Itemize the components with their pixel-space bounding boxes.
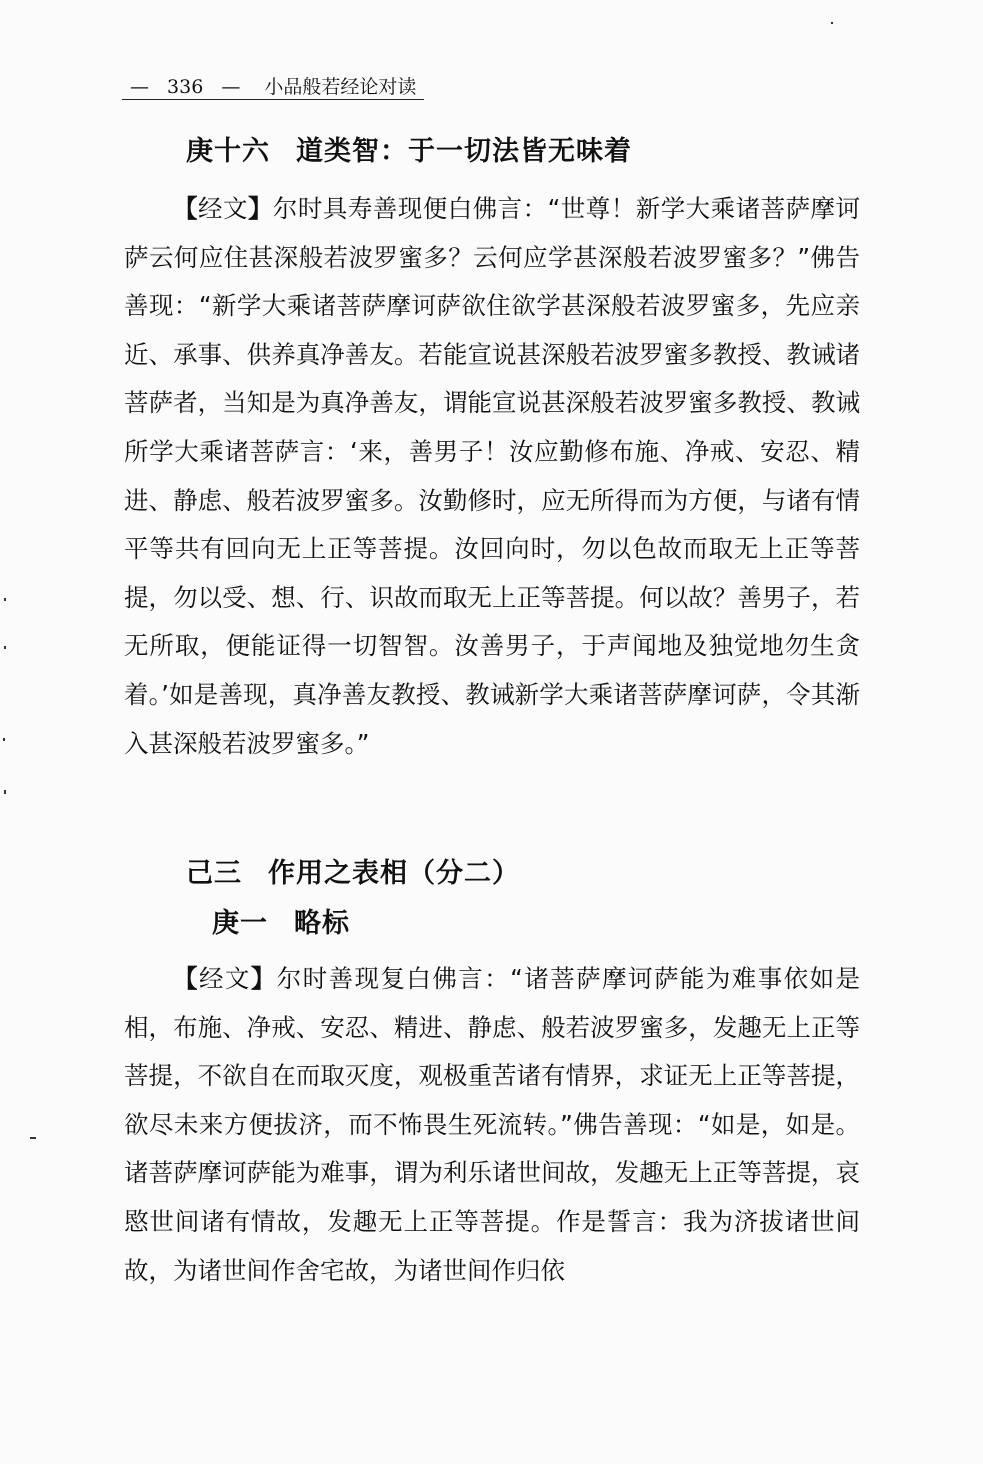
section-heading-geng16 <box>186 134 632 170</box>
running-header <box>122 72 416 102</box>
header-dash-right: — <box>221 76 241 98</box>
heading-title: 道类智：于一切法皆无味着 <box>296 136 632 167</box>
sutra-paragraph-2 <box>124 955 860 1295</box>
heading-label: 己三 <box>186 858 242 889</box>
header-dash-left: — <box>130 76 149 98</box>
scan-speck <box>3 738 5 741</box>
scan-speck <box>4 646 6 649</box>
sutra-paragraph-1 <box>124 185 860 768</box>
sutra-tag: 【经文】 <box>173 194 273 223</box>
heading-title: 略标 <box>294 908 350 939</box>
page-number: 336 <box>167 76 204 98</box>
heading-title: 作用之表相（分二） <box>268 858 520 889</box>
scan-speck <box>4 790 6 794</box>
header-rule <box>122 99 424 100</box>
sutra-text: 尔时善现复白佛言：“诸菩萨摩诃萨能为难事依如是相，布施、净戒、安忍、精进、静虑、般若波罗蜜多，发趣无上正等菩提，不欲自在而取灭度，观极重苦诸有情界，求证无上正等菩提，欲尽未来方便拔济，而不怖畏生死流转。”佛告善现：“如是，如是。诸菩萨摩诃萨能为难事，谓为利乐诸世间故，发趣无上正等菩提，哀愍世间诸有情故，发趣无上正等菩提。作是誓言：我为济拔诸世间故，为诸世间作舍宅故，为诸世间作归依 <box>124 964 860 1285</box>
scan-speck <box>4 598 6 601</box>
book-title: 小品般若经论对读 <box>264 76 417 98</box>
section-heading-ji3 <box>186 856 520 892</box>
heading-label: 庚十六 <box>186 136 270 167</box>
sutra-tag: 【经文】 <box>173 964 277 993</box>
heading-label: 庚一 <box>212 908 268 939</box>
scan-speck <box>831 22 833 24</box>
sutra-text: 尔时具寿善现便白佛言：“世尊！新学大乘诸菩萨摩诃萨云何应住甚深般若波罗蜜多？云何应学甚深般若波罗蜜多？”佛告善现：“新学大乘诸菩萨摩诃萨欲住欲学甚深般若波罗蜜多，先应亲近、承事、供养真净善友。若能宣说甚深般若波罗蜜多教授、教诫诸菩萨者，当知是为真净善友，谓能宣说甚深般若波罗蜜多教授、教诫所学大乘诸菩萨言：‘来，善男子！汝应勤修布施、净戒、安忍、精进、静虑、般若波罗蜜多。汝勤修时，应无所得而为方便，与诸有情平等共有回向无上正等菩提。汝回向时，勿以色故而取无上正等菩提，勿以受、想、行、识故而取无上正等菩提。何以故？善男子，若无所取，便能证得一切智智。汝善男子，于声闻地及独觉地勿生贪着。’如是善现，真净善友教授、教诫新学大乘诸菩萨摩诃萨，令其渐入甚深般若波罗蜜多。” <box>124 194 861 758</box>
section-heading-geng1 <box>212 906 350 942</box>
scan-speck <box>30 1137 36 1139</box>
